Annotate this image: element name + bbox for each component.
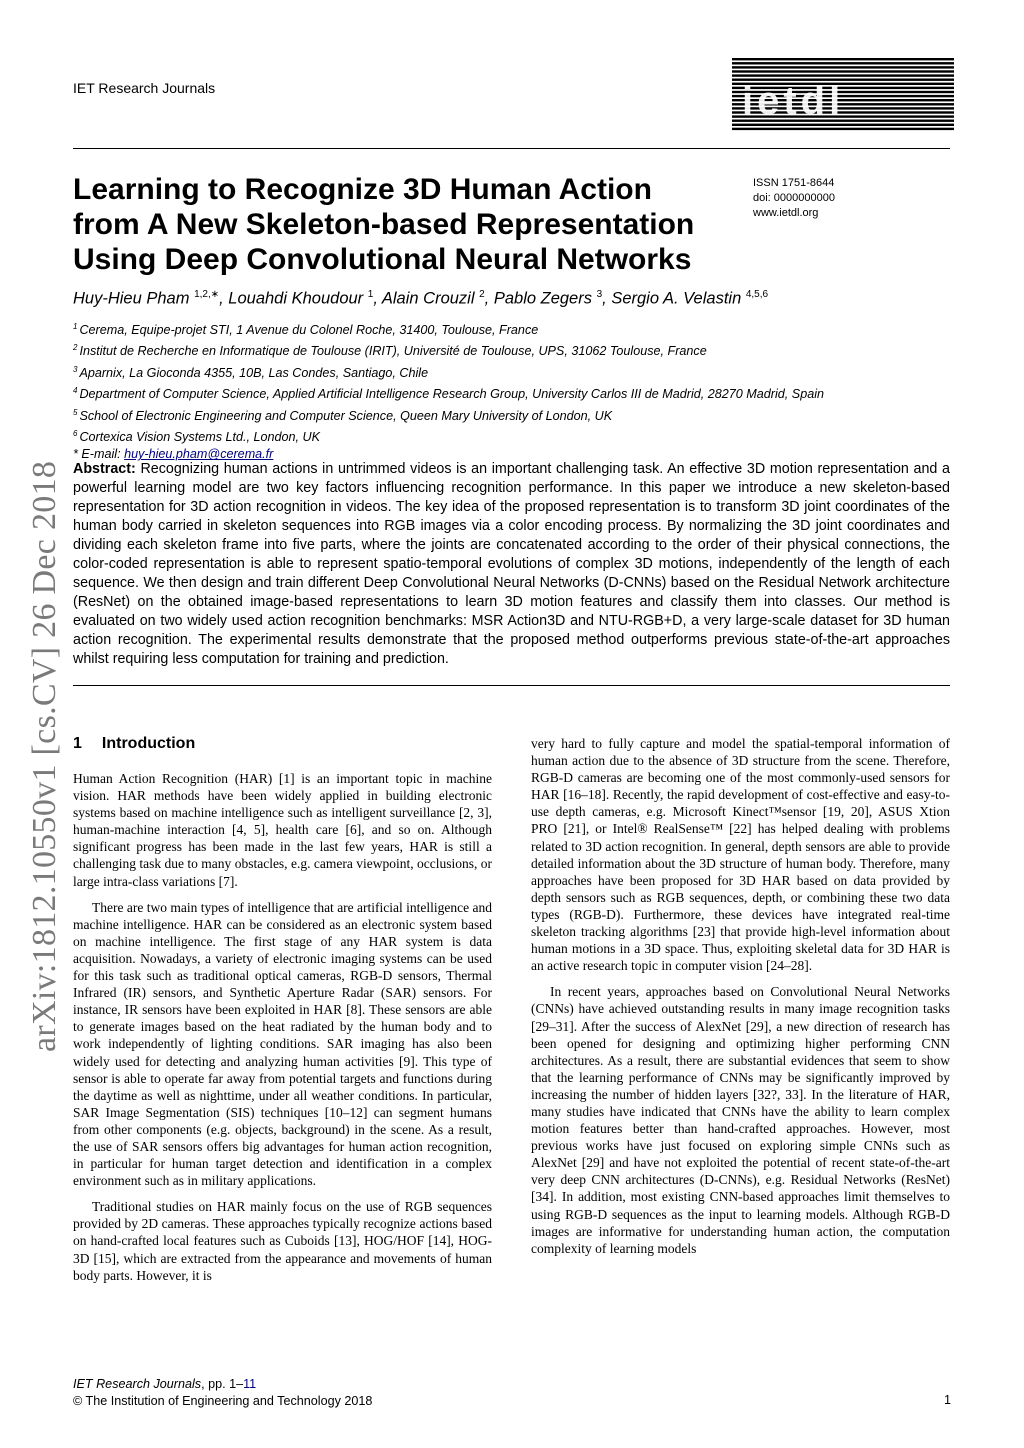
section-heading: [73, 735, 195, 753]
author-affiliation-marker: 4,5,6: [745, 289, 769, 300]
affiliation-text: Institut de Recherche en Informatique de Toulouse (IRIT), Université de Toulouse, UPS, 31062 Toulouse, France: [79, 344, 707, 359]
email-label: * E-mail:: [73, 447, 125, 462]
affiliation-number: 5: [73, 407, 78, 417]
affiliation: [73, 382, 824, 403]
logo-stripe: [732, 58, 954, 60]
arxiv-stamp: arXiv:1812.10550v1 [cs.CV] 26 Dec 2018: [26, 460, 63, 1052]
abstract-label: Abstract:: [73, 461, 136, 477]
footer-last-page-link[interactable]: 11: [243, 1377, 257, 1391]
right-column: [531, 735, 950, 1266]
affiliation: [73, 425, 824, 446]
affiliation-number: 3: [73, 364, 78, 374]
author-name: Sergio A. Velastin: [611, 289, 742, 308]
logo-stripe: [732, 128, 954, 130]
author-separator: ,: [373, 289, 382, 308]
affiliations: [73, 318, 824, 464]
abstract-text: Recognizing human actions in untrimmed videos is an important challenging task. An effective 3D motion representation and a powerful learning model are two key factors influencing recognition performance. In this paper we introduce a new skeleton-based representation for 3D action recognition in videos. The key idea of the proposed representation is to transform 3D joint coordinates of the human body carried in skeleton sequences into RGB images via a color encoding process. By normalizing the 3D joint coordinates and dividing each skeleton frame into five parts, where the joints are concatenated according to the order of their physical connections, the color-coded representation is able to represent spatio-temporal evolutions of complex 3D motions, independently of the length of each sequence. We then design and train different Deep Convolutional Neural Networks (D-CNNs) based on the Residual Network architecture (ResNet) on the obtained image-based representations to learn 3D motion features and classify them into classes. Our method is evaluated on two widely used action recognition benchmarks: MSR Action3D and NTU-RGB+D, a very large-scale dataset for 3D human action recognition. The experimental results demonstrate that the proposed method outperforms previous state-of-the-art approaches whilst requiring less computation for training and prediction.: [73, 461, 950, 667]
publication-info: [753, 176, 835, 221]
affiliation-number: 1: [73, 322, 78, 331]
logo-stripe: [732, 124, 954, 126]
journal-header: IET Research Journals: [73, 80, 216, 96]
issn: ISSN 1751-8644: [753, 177, 835, 189]
affiliation-text: School of Electronic Engineering and Computer Science, Queen Mary University of London, UK: [79, 408, 613, 423]
author-separator: ,: [484, 289, 494, 308]
footer-copyright: © The Institution of Engineering and Technology 2018: [73, 1394, 373, 1408]
author-affiliation-marker: 1,2,∗: [194, 289, 220, 300]
affiliation: [73, 339, 824, 360]
author-name: Huy-Hieu Pham: [73, 289, 190, 308]
affiliation: [73, 318, 824, 339]
affiliation-number: 6: [73, 428, 78, 438]
logo-stripe: [732, 66, 954, 68]
affiliation-number: 2: [73, 343, 78, 353]
affiliation-text: Cerema, Equipe-projet STI, 1 Avenue du Colonel Roche, 31400, Toulouse, France: [79, 323, 539, 338]
doi: doi: 0000000000: [753, 192, 835, 204]
footer-journal: IET Research Journals: [73, 1377, 202, 1391]
ietdl-logo: [732, 58, 954, 132]
section-number: 1: [73, 735, 82, 752]
header-rule: [73, 148, 950, 149]
abstract: [73, 460, 950, 669]
logo-stripe: [732, 62, 954, 64]
paragraph: There are two main types of intelligence that are artificial intelligence and machine intelligence. HAR can be considered as an electronic system based on machine intelligence. The first stage of any HAR system is data acquisition. Nowadays, a variety of electronic imaging systems can be used for this task such as traditional optical cameras, RGB-D sensors, Thermal Infrared (IR) sensors, and Synthetic Aperture Radar (SAR) sensors. For instance, IR sensors have been exploited in HAR [8]. These sensors are able to generate images based on the heat radiated by the human body and to work independently of lighting conditions. SAR imaging has also been widely used for detecting and analyzing human activities [9]. This type of sensor is able to operate far away from potential targets and functions during the daytime as well as nighttime, under all weather conditions. In particular, SAR Image Segmentation (SIS) techniques [10–12] can segment humans from other components (e.g. objects, background) in the scene. As a result, the use of SAR sensors offers big advantages for human action recognition, in particular for human target detection and identification in a complex environment such as in military applications.: [73, 899, 492, 1189]
journal-url[interactable]: www.ietdl.org: [753, 207, 819, 219]
author-affiliation-marker: 1: [367, 289, 374, 300]
author-separator: ,: [602, 289, 612, 308]
affiliation-number: 4: [73, 386, 78, 396]
paragraph: Traditional studies on HAR mainly focus on the use of RGB sequences provided by 2D cameras. These approaches typically recognize actions based on hand-crafted local features such as Cuboids [13], HOG/HOF [14], HOG-3D [15], which are extracted from the appearance and movements of human body parts. However, it is: [73, 1199, 492, 1283]
logo-stripe: [732, 70, 954, 72]
paragraph: Human Action Recognition (HAR) [1] is an important topic in machine vision. HAR methods have been widely applied in building electronic systems based on machine intelligence such as intelligent surveillance [2, 3], human-machine interaction [4, 5], health care [6], and so on. Although significant progress has been made in the last few years, HAR is still a challenging task due to many obstacles, e.g. camera viewpoint, occlusions, or large intra-class variations [7].: [73, 771, 492, 889]
paragraph: very hard to fully capture and model the spatial-temporal information of human action due to the absence of 3D structure from the scene. Therefore, RGB-D cameras are becoming one of the most commonly-used sensors for HAR [16–18]. Recently, the rapid development of cost-effective and easy-to-use depth cameras, e.g. Microsoft Kinect™sensor [19, 20], ASUS Xtion PRO [21], or Intel® RealSense™ [22] has helped dealing with problems related to 3D action recognition. In general, depth sensors are able to provide detailed information about the 3D structure of human body. Therefore, many approaches have been proposed for 3D HAR based on data provided by depth sensors such as RGB sequences, depth, or combining these two data types (RGB-D). Furthermore, these devices have integrated real-time skeleton tracking algorithms [23] that provide high-level information about human motions in a 3D space. Thus, exploiting skeletal data for 3D HAR is an active research topic in computer vision [24–28].: [531, 736, 950, 974]
email-link[interactable]: huy-hieu.pham@cerema.fr: [124, 447, 274, 462]
affiliation-text: Aparnix, La Gioconda 4355, 10B, Las Condes, Santiago, Chile: [79, 365, 429, 380]
author-name: Alain Crouzil: [381, 289, 475, 308]
author-name: Pablo Zegers: [493, 289, 592, 308]
affiliation-text: Cortexica Vision Systems Ltd., London, UK: [79, 430, 321, 445]
footer: [73, 1376, 372, 1410]
author-name: Louahdi Khoudour: [228, 289, 364, 308]
abstract-rule: [73, 685, 950, 686]
author-separator: ,: [219, 289, 229, 308]
paper-title: Learning to Recognize 3D Human Action from A New Skeleton-based Representation Using Deep Convolutional Neural Networks: [73, 173, 695, 276]
logo-stripe: [732, 74, 954, 76]
affiliation-list: [73, 318, 824, 446]
author-affiliation-marker: 3: [596, 289, 603, 300]
author-affiliation-marker: 2: [479, 289, 485, 300]
section-title: Introduction: [101, 735, 196, 752]
affiliation: [73, 404, 824, 425]
footer-pages-label: , pp. 1–: [201, 1377, 244, 1391]
svg-text:ietdl: ietdl: [742, 79, 845, 123]
affiliation: [73, 361, 824, 382]
left-column: [73, 770, 492, 1293]
paragraph: In recent years, approaches based on Convolutional Neural Networks (CNNs) have achieved outstanding results in many image recognition tasks [29–31]. After the success of AlexNet [29], a new direction of research has been opened for designing and optimizing higher performing CNN architectures. As a result, there are substantial evidences that seem to show that the learning performance of CNNs may be significantly improved by increasing the number of hidden layers [32?, 33]. In the literature of HAR, many studies have indicated that CNNs have the ability to learn complex motion features better than hand-crafted approaches. However, most previous works have just focused on exploring simple CNNs such as AlexNet [29] and have not exploited the potential of recent state-of-the-art very deep CNN architectures (D-CNNs), e.g. Residual Networks (ResNet) [34]. In addition, most existing CNN-based approaches limit themselves to using RGB-D sequences as the input to learning models. Although RGB-D images are informative for understanding human action, the computation complexity of learning models: [531, 984, 950, 1256]
footer-citation: [73, 1376, 372, 1393]
affiliation-text: Department of Computer Science, Applied Artificial Intelligence Research Group, University Carlos III de Madrid, 28270 Madrid, Spain: [79, 387, 825, 402]
page-number: 1: [944, 1393, 952, 1407]
author-list: [73, 289, 768, 309]
